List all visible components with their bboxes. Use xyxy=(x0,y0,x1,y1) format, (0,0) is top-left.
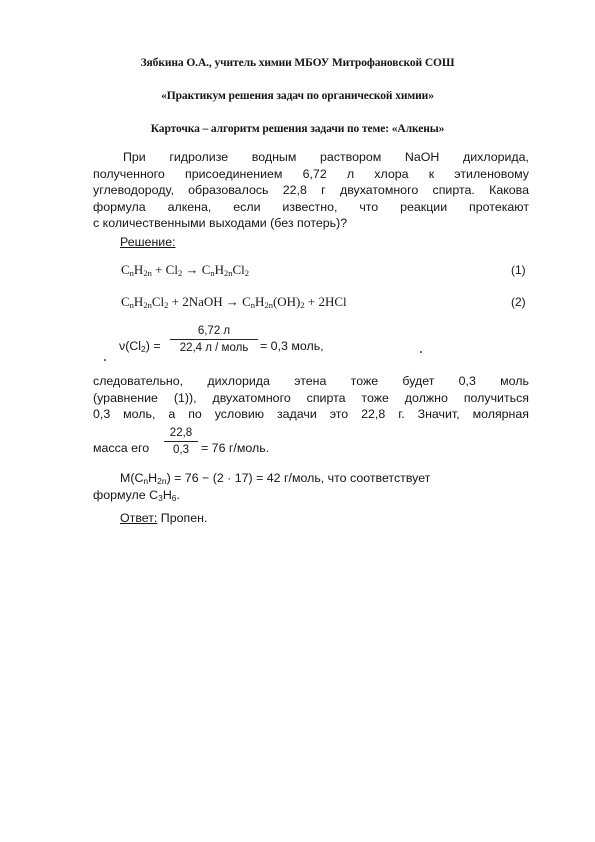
explanation-line: следовательно, дихлорида этена тоже будет 0,3 моль xyxy=(93,374,529,388)
answer-value: Пропен. xyxy=(157,511,208,525)
scan-speck xyxy=(420,351,422,353)
problem-line: полученного присоединением 6,72 л хлора к этиленовому xyxy=(93,167,529,181)
fraction-numerator: 22,8 xyxy=(169,427,193,439)
answer xyxy=(120,510,207,527)
formula-line: формуле $C_3H_6$. xyxy=(93,488,180,503)
nu-cl2-label: $\nu(Cl_2)$ = xyxy=(119,339,161,354)
scan-speck xyxy=(104,359,106,361)
fraction-denominator: 22,4 л / моль xyxy=(179,342,249,354)
explanation-line: 0,3 моль, а по условию задачи это 22,8 г. Значит, молярная xyxy=(93,407,529,421)
problem-line: При гидролизе водным раствором NaOH дихлорида, xyxy=(123,150,529,164)
fraction-denominator: 0,3 xyxy=(173,444,189,456)
nu-fraction xyxy=(170,325,258,354)
equation-2-number: (2) xyxy=(511,295,526,309)
problem-line: с количественными выходами (без потерь)? xyxy=(93,216,348,230)
author-header: Зябкина О.А., учитель химии МБОУ Митрофановской СОШ xyxy=(140,57,455,69)
equation-1-number: (1) xyxy=(511,263,526,277)
molar-mass-prefix: масса его xyxy=(93,441,150,455)
molar-mass-result: = 76 г/моль. xyxy=(201,441,270,455)
problem-line: углеводороду, образовалось 22,8 г двухатомного спирта. Какова xyxy=(93,183,529,197)
fraction-numerator: 6,72 л xyxy=(197,325,231,337)
card-title: Карточка – алгоритм решения задачи по теме: «Алкены» xyxy=(150,123,445,135)
answer-label: Ответ: xyxy=(120,511,158,525)
practicum-title: «Практикум решения задач по органической химии» xyxy=(161,90,434,102)
explanation-line: (уравнение (1)), двухатомного спирта тоже должно получиться xyxy=(93,391,529,405)
nu-result: = 0,3 моль, xyxy=(260,339,324,353)
problem-line: формула алкена, если известно, что реакции протекают xyxy=(93,200,529,214)
molar-fraction xyxy=(164,427,198,456)
equation-1: $C_nH_{2n} + Cl_2 \to C_nH_{2n}Cl_2$ xyxy=(121,262,250,278)
solution-label: Решение: xyxy=(120,235,176,249)
molar-mass-equation: $M(C_nH_{2n}) = 76 - (2 \cdot 17) = 42$ г/моль, что соответствует xyxy=(120,471,431,486)
equation-2: $C_nH_{2n}Cl_2$ + 2NaOH → $C_nH_{2n}(OH)_2 + 2HCl$ xyxy=(121,294,347,310)
